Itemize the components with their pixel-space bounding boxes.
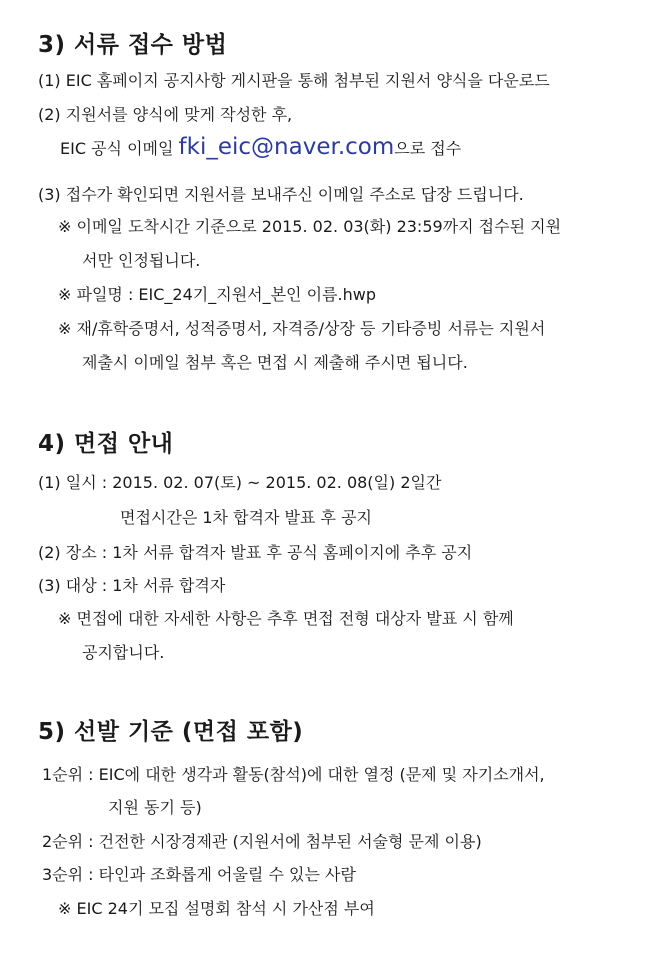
sec3-email-line xyxy=(60,134,461,160)
sec4-line-2: (2) 장소 : 1차 서류 합격자 발표 후 공식 홈페이지에 추후 공지 xyxy=(38,543,473,562)
sec3-line-4: (3) 접수가 확인되면 지원서를 보내주신 이메일 주소로 답장 드립니다. xyxy=(38,185,524,204)
section-3-heading: 3) 서류 접수 방법 xyxy=(38,32,228,58)
sec3-line-2: (2) 지원서를 양식에 맞게 작성한 후, xyxy=(38,105,293,124)
sec3-note-1a: ※ 이메일 도착시간 기준으로 2015. 02. 03(화) 23:59까지 접수된 지원 xyxy=(58,217,562,236)
sec4-line-1: (1) 일시 : 2015. 02. 07(토) ~ 2015. 02. 08(일) 2일간 xyxy=(38,473,442,492)
section-5-heading: 5) 선발 기준 (면접 포함) xyxy=(38,719,304,745)
sec5-rank-3: 3순위 : 타인과 조화롭게 어울릴 수 있는 사람 xyxy=(42,865,356,884)
email-prefix: EIC 공식 이메일 xyxy=(60,139,174,158)
sec5-rank-2: 2순위 : 건전한 시장경제관 (지원서에 첨부된 서술형 문제 이용) xyxy=(42,832,482,851)
sec3-note-3a: ※ 재/휴학증명서, 성적증명서, 자격증/상장 등 기타증빙 서류는 지원서 xyxy=(58,319,546,338)
sec4-line-1b: 면접시간은 1차 합격자 발표 후 공지 xyxy=(120,508,372,527)
email-address[interactable]: fki_eic@naver.com xyxy=(178,134,395,160)
section-4-heading: 4) 면접 안내 xyxy=(38,431,174,457)
sec4-line-3: (3) 대상 : 1차 서류 합격자 xyxy=(38,576,226,595)
email-suffix: 으로 접수 xyxy=(394,139,462,158)
sec3-note-1b: 서만 인정됩니다. xyxy=(82,251,201,270)
sec3-note-3b: 제출시 이메일 첨부 혹은 면접 시 제출해 주시면 됩니다. xyxy=(82,353,468,372)
sec3-line-1: (1) EIC 홈페이지 공지사항 게시판을 통해 첨부된 지원서 양식을 다운로드 xyxy=(38,71,550,90)
sec3-note-2: ※ 파일명 : EIC_24기_지원서_본인 이름.hwp xyxy=(58,285,376,304)
sec4-note-1b: 공지합니다. xyxy=(82,643,165,662)
sec5-rank-1a: 1순위 : EIC에 대한 생각과 활동(참석)에 대한 열정 (문제 및 자기소개서, xyxy=(42,765,545,784)
sec5-rank-1b: 지원 동기 등) xyxy=(108,798,202,817)
sec5-note: ※ EIC 24기 모집 설명회 참석 시 가산점 부여 xyxy=(58,899,375,918)
sec4-note-1a: ※ 면접에 대한 자세한 사항은 추후 면접 전형 대상자 발표 시 함께 xyxy=(58,609,514,628)
